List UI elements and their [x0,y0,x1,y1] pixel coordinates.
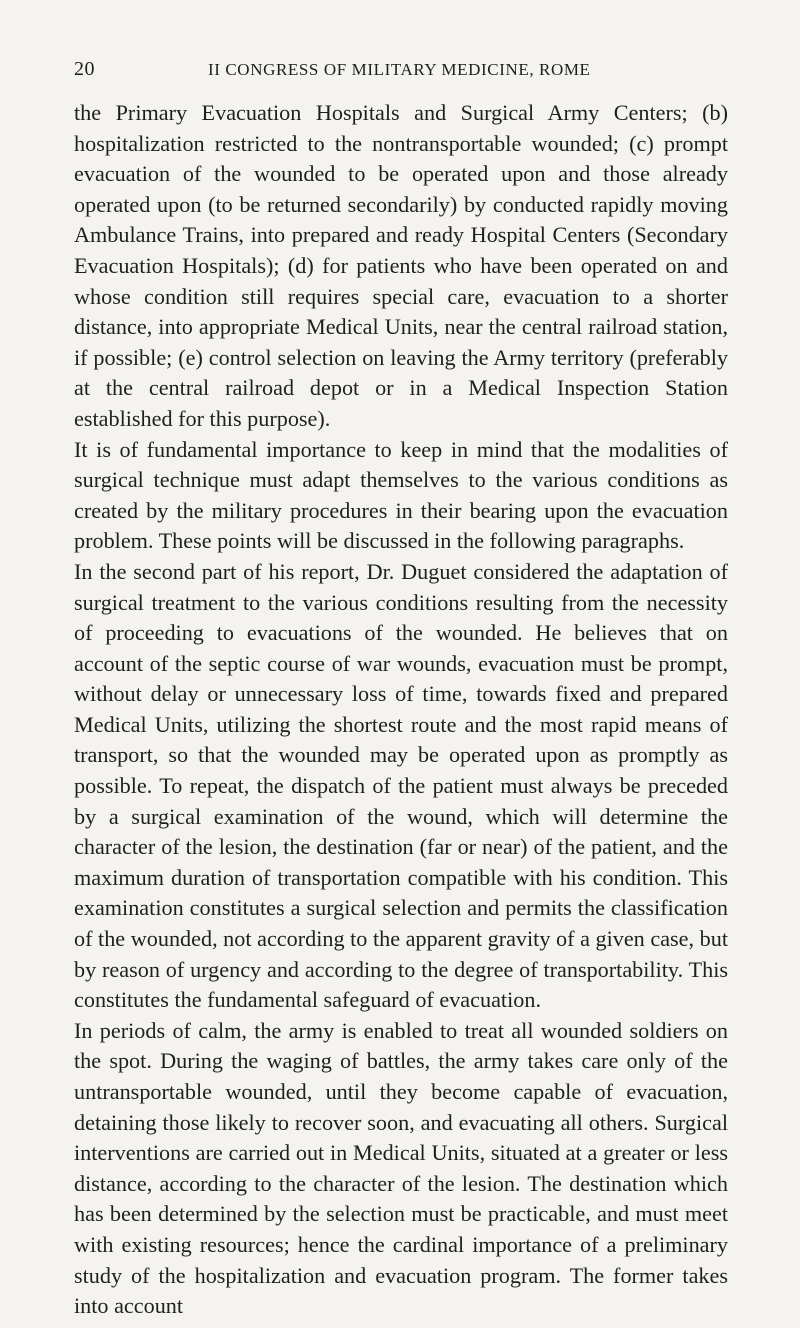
paragraph-fundamental-importance: It is of fundamental importance to keep in mind that the modalities of surgical technique must adapt themselves to the various conditions as created by the military procedures in their bearing upon the evacuation problem. These points will be discussed in the following paragraphs. [74,436,728,554]
body-text [74,98,728,1322]
paragraph-duguet-report: In the second part of his report, Dr. Duguet considered the adaptation of surgical treatment to the various conditions resulting from the necessity of proceeding to evacuations of the wounded. He believes that on account of the septic course of war wounds, evacuation must be prompt, without delay or unnecessary loss of time, towards fixed and prepared Medical Units, utilizing the shortest route and the most rapid means of transport, so that the wounded may be operated upon as promptly as possible. To repeat, the dispatch of the patient must always be preceded by a surgical examination of the wound, which will determine the character of the lesion, the destination (far or near) of the patient, and the maximum duration of transportation compatible with his condition. This examination constitutes a surgical selection and permits the classification of the wounded, not according to the apparent gravity of a given case, but by reason of urgency and according to the degree of transportability. This constitutes the fundamental safeguard of evacuation. [74,558,728,1013]
paragraph-continuation: the Primary Evacuation Hospitals and Surgical Army Centers; (b) hospitalization restricted to the nontransportable wounded; (c) prompt evacuation of the wounded to be operated upon and those already operated upon (to be returned secondarily) by conducted rapidly moving Ambulance Trains, into prepared and ready Hospital Centers (Secondary Evacuation Hospitals); (d) for patients who have been operated on and whose condition still requires special care, evacuation to a shorter distance, into appropriate Medical Units, near the central railroad station, if possible; (e) control selection on leaving the Army territory (preferably at the central railroad depot or in a Medical Inspection Station established for this purpose). [74,100,728,431]
page-number: 20 [74,58,95,80]
running-title: II CONGRESS OF MILITARY MEDICINE, ROME [208,60,591,79]
paragraph-periods-of-calm: In periods of calm, the army is enabled to treat all wounded soldiers on the spot. During the waging of battles, the army takes care only of the untransportable wounded, until they become capable of evacuation, detaining those likely to recover soon, and evacuating all others. Surgical interventions are carried out in Medical Units, situated at a greater or less distance, according to the character of the lesion. The destination which has been determined by the selection must be practicable, and must meet with existing resources; hence the cardinal importance of a preliminary study of the hospitalization and evacuation program. The former takes into account [74,1017,728,1319]
running-head [74,58,728,84]
